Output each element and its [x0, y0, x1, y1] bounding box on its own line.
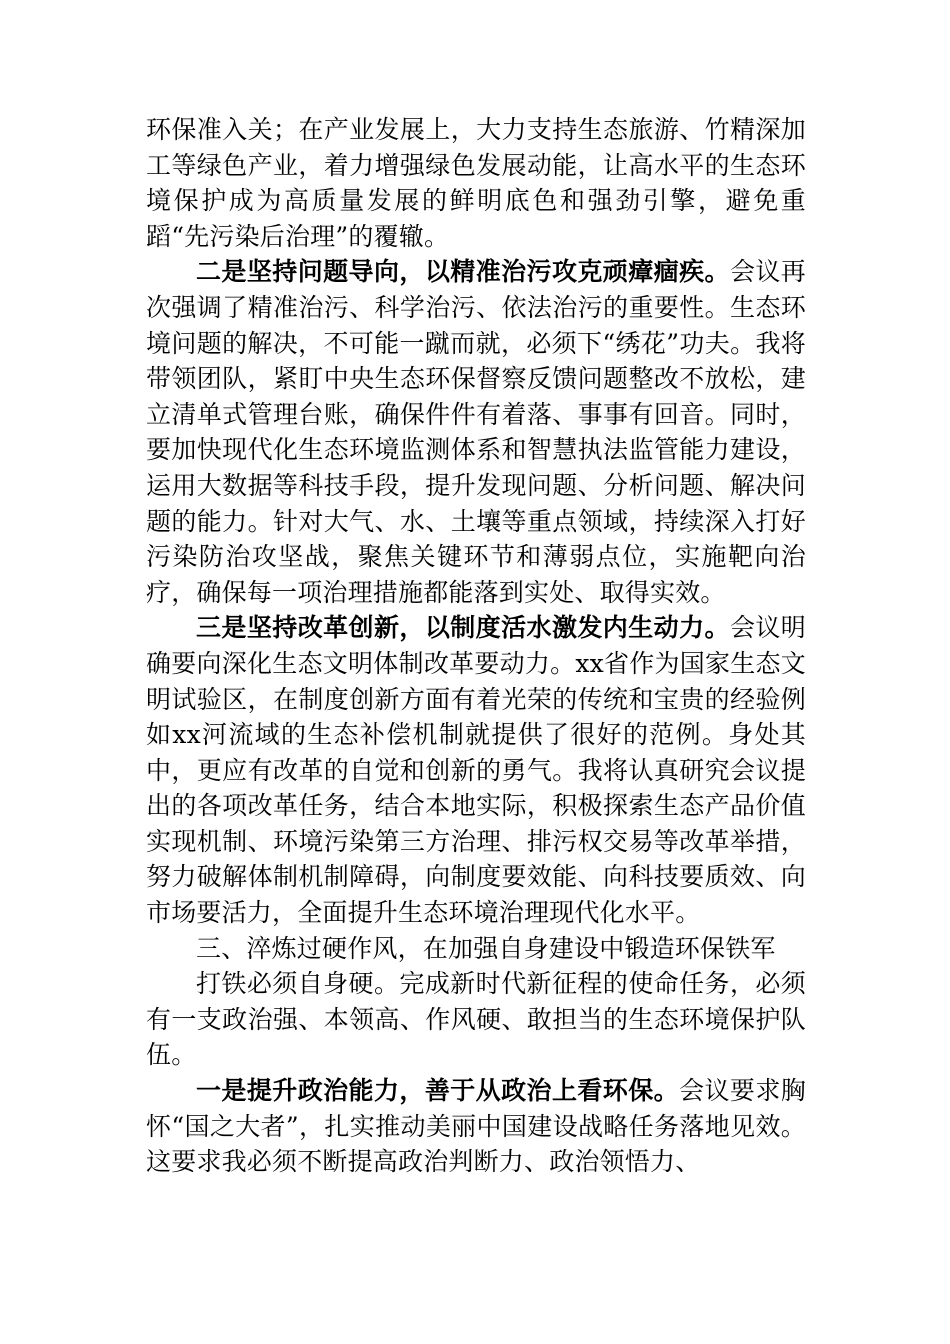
paragraph-text: 会议要求胸怀“国之大者”，扎实推动美丽中国建设战略任务落地见效。这要求我必须不断提高政治判断力、政治领悟力、 [146, 1076, 806, 1177]
paragraph-lead-heading: 二是坚持问题导向，以精准治污攻克顽瘴痼疾。 [196, 257, 730, 287]
paragraph-text: 环保准入关；在产业发展上，大力支持生态旅游、竹精深加工等绿色产业，着力增强绿色发展动能，让高水平的生态环境保护成为高质量发展的鲜明底色和强劲引擎，避免重蹈“先污染后治理”的覆辙。 [146, 115, 806, 251]
section-heading [146, 931, 806, 967]
paragraph-continuation [146, 112, 806, 254]
paragraph-lead-heading: 三是坚持改革创新，以制度活水激发内生动力。 [196, 613, 730, 643]
section-heading-text: 三、淬炼过硬作风，在加强自身建设中锻造环保铁军 [196, 933, 776, 963]
paragraph-lead-heading: 一是提升政治能力，善于从政治上看环保。 [196, 1076, 680, 1106]
paragraph-text: 打铁必须自身硬。完成新时代新征程的使命任务，必须有一支政治强、本领高、作风硬、敢担当的生态环境保护队伍。 [146, 969, 806, 1070]
document-body [146, 112, 806, 1180]
paragraph-political-ability [146, 1073, 806, 1180]
paragraph-problem-oriented [146, 254, 806, 610]
paragraph-text: 会议明确要向深化生态文明体制改革要动力。xx省作为国家生态文明试验区，在制度创新方面有着光荣的传统和宝贵的经验例如xx河流域的生态补偿机制就提供了很好的范例。身处其中，更应有改革的自觉和创新的勇气。我将认真研究会议提出的各项改革任务，结合本地实际，积极探索生态产品价值实现机制、环境污染第三方治理、排污权交易等改革举措，努力破解体制机制障碍，向制度要效能、向科技要质效、向市场要活力，全面提升生态环境治理现代化水平。 [146, 613, 807, 928]
paragraph-section-intro [146, 966, 806, 1073]
paragraph-text: 会议再次强调了精准治污、科学治污、依法治污的重要性。生态环境问题的解决，不可能一蹴而就，必须下“绣花”功夫。我将带领团队，紧盯中央生态环保督察反馈问题整改不放松，建立清单式管理台账，确保件件有着落、事事有回音。同时，要加快现代化生态环境监测体系和智慧执法监管能力建设，运用大数据等科技手段，提升发现问题、分析问题、解决问题的能力。针对大气、水、土壤等重点领域，持续深入打好污染防治攻坚战，聚焦关键环节和薄弱点位，实施靶向治疗，确保每一项治理措施都能落到实处、取得实效。 [146, 257, 807, 607]
paragraph-reform-innovation [146, 610, 806, 930]
